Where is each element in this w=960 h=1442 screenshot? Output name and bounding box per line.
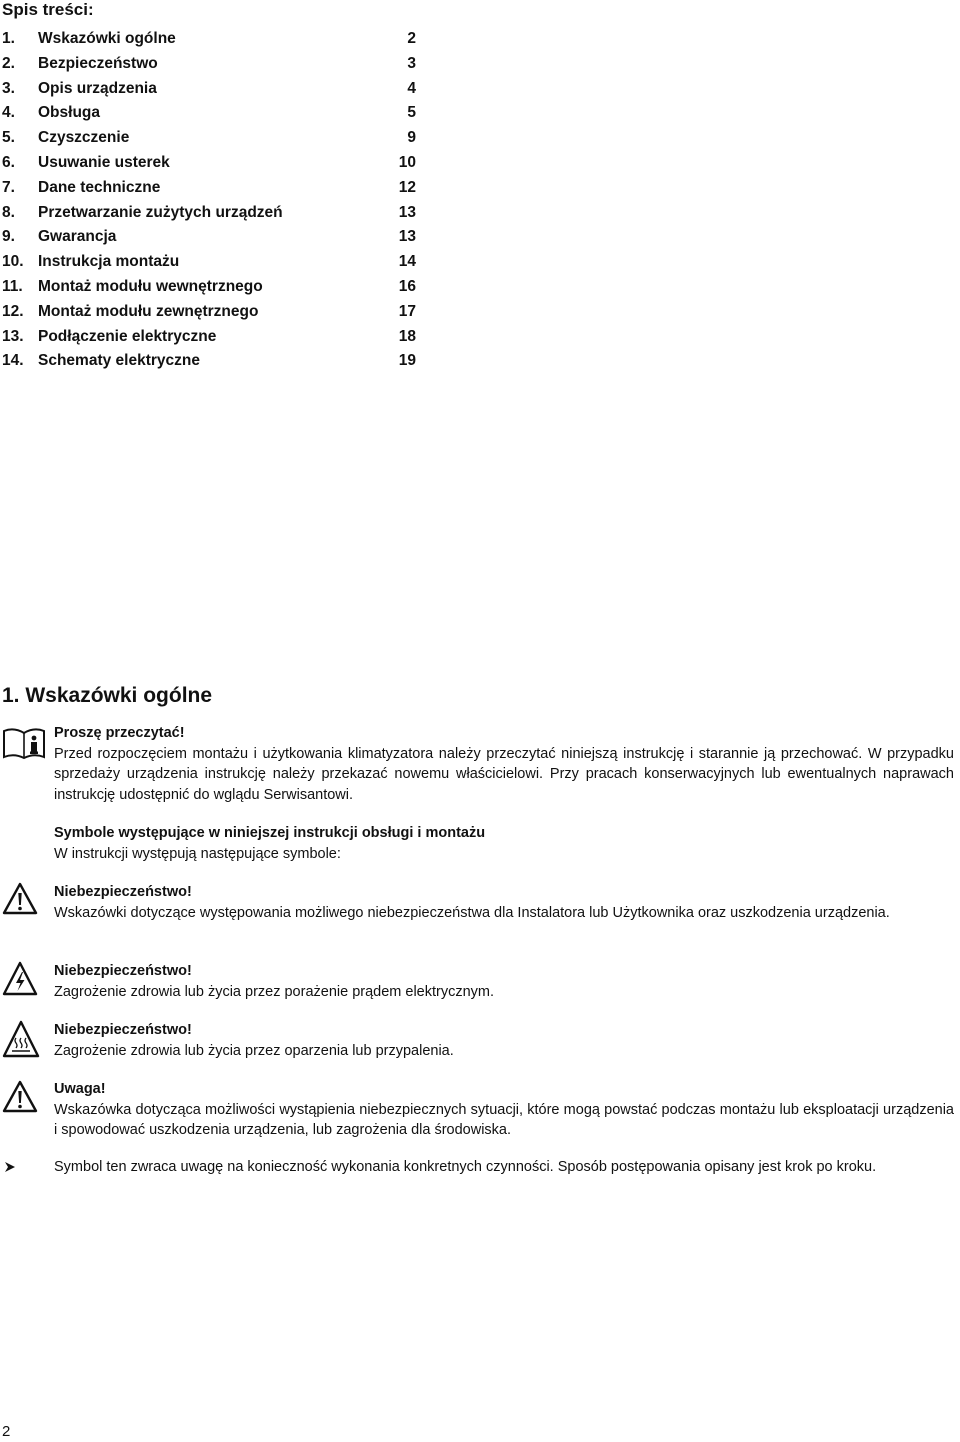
toc-item-title: Wskazówki ogólne [38,30,176,47]
symbols-intro [54,823,954,864]
danger-electric-text: Zagrożenie zdrowia lub życia przez porażenie prądem elektrycznym. [54,983,495,1000]
toc-item [2,225,416,250]
toc-item-title: Czyszczenie [38,129,130,147]
toc-item-number: 1. [2,30,15,47]
toc-item-title: Montaż modułu wewnętrznego [38,277,263,295]
toc-item-number: 7. [2,178,15,196]
warning-triangle-icon [2,882,38,916]
toc-item-title: Schematy elektryczne [38,352,200,370]
toc-item-page: 17 [398,302,416,320]
toc-item-title: Usuwanie usterek [38,153,170,171]
toc-item [2,77,416,102]
action-notice [54,1157,954,1178]
toc-title: Spis treści: [2,0,94,19]
danger-electric-heading: Niebezpieczeństwo! [54,963,192,979]
caution-heading: Uwaga! [54,1081,106,1097]
table-of-contents [2,27,416,374]
toc-item-number: 2. [2,54,15,72]
toc-item [2,101,416,126]
symbols-heading: Symbole występujące w niniejszej instrukcji obsługi i montażu [54,825,486,841]
danger-hot-heading: Niebezpieczeństwo! [54,1022,192,1038]
toc-item-number: 14. [2,352,24,370]
toc-item-page: 19 [398,352,416,370]
electric-hazard-icon [2,961,38,997]
toc-item-title: Obsługa [38,104,101,122]
toc-item [2,325,416,350]
toc-item [2,201,416,226]
toc-item-page: 12 [398,178,416,196]
symbols-text: W instrukcji występują następujące symbole: [54,845,341,862]
danger-electric-notice [54,961,954,1002]
toc-item [2,300,416,325]
toc-item-title: Podłączenie elektryczne [38,327,217,345]
toc-item-number: 3. [2,79,15,97]
danger-hot-notice [54,1020,954,1061]
caution-text: Wskazówka dotycząca możliwości wystąpienia niebezpiecznych sytuacji, które mogą powstać podczas montażu lub eksploatacji urządzenia i spowodować uszkodzenia urządzenia, lub zagrożenia dla środowiska. [54,1101,954,1138]
danger-hot-text: Zagrożenie zdrowia lub życia przez oparzenia lub przypalenia. [54,1042,454,1059]
danger-general-heading: Niebezpieczeństwo! [54,884,192,900]
read-notice [54,723,954,805]
toc-item-number: 12. [2,302,24,320]
toc-item-number: 8. [2,203,15,221]
toc-item-page: 14 [398,253,416,271]
read-text: Przed rozpoczęciem montażu i użytkowania klimatyzatora należy przeczytać niniejszą instrukcję i starannie ją przechować. W przypadku sprzedaży urządzenia instrukcję należy przekazać nowemu właścicielowi. Przy pracach konserwacyjnych lub ewentualnych naprawach instrukcję udostępnić do wglądu Serwisantowi. [54,745,954,803]
section-title: 1. Wskazówki ogólne [2,684,213,707]
toc-item-page: 9 [407,129,416,147]
toc-item [2,176,416,201]
toc-item-page: 13 [398,228,416,246]
toc-item-title: Montaż modułu zewnętrznego [38,302,259,320]
danger-general-text: Wskazówki dotyczące występowania możliwego niebezpieczeństwa dla Instalatora lub Użytkownika oraz uszkodzenia urządzenia. [54,904,890,921]
toc-item-number: 13. [2,327,24,345]
toc-item [2,275,416,300]
action-text: Symbol ten zwraca uwagę na konieczność wykonania konkretnych czynności. Sposób postępowania opisany jest krok po kroku. [54,1159,877,1175]
warning-triangle-icon [2,1080,38,1114]
toc-item-page: 5 [407,104,416,122]
toc-item-number: 11. [2,277,23,295]
toc-item-number: 5. [2,129,15,147]
toc-item-title: Przetwarzanie zużytych urządzeń [38,203,283,221]
manual-info-icon [2,727,46,760]
toc-item-title: Bezpieczeństwo [38,54,158,72]
toc-item-page: 18 [398,327,416,345]
toc-item [2,52,416,77]
toc-item-number: 4. [2,104,15,122]
toc-item [2,151,416,176]
toc-item [2,349,416,374]
toc-item-number: 6. [2,153,15,171]
toc-item-page: 16 [398,277,416,295]
toc-item-title: Opis urządzenia [38,79,157,97]
toc-item [2,126,416,151]
toc-item-number: 10. [2,253,24,271]
danger-general-notice [54,882,954,923]
caution-notice [54,1079,954,1141]
arrowhead-bullet-icon [4,1161,16,1173]
toc-item [2,27,416,52]
toc-item-page: 4 [407,79,416,97]
toc-item-number: 9. [2,228,15,246]
toc-item-page: 10 [398,153,416,171]
toc-item-page: 2 [407,30,416,47]
toc-item-title: Dane techniczne [38,178,161,196]
toc-item-page: 13 [398,203,416,221]
toc-item-title: Instrukcja montażu [38,253,180,271]
toc-item-page: 3 [407,54,416,72]
toc-item-title: Gwarancja [38,228,117,246]
hot-surface-icon [2,1020,40,1060]
toc-item [2,250,416,275]
read-heading: Proszę przeczytać! [54,725,185,741]
page-number: 2 [2,1423,11,1440]
